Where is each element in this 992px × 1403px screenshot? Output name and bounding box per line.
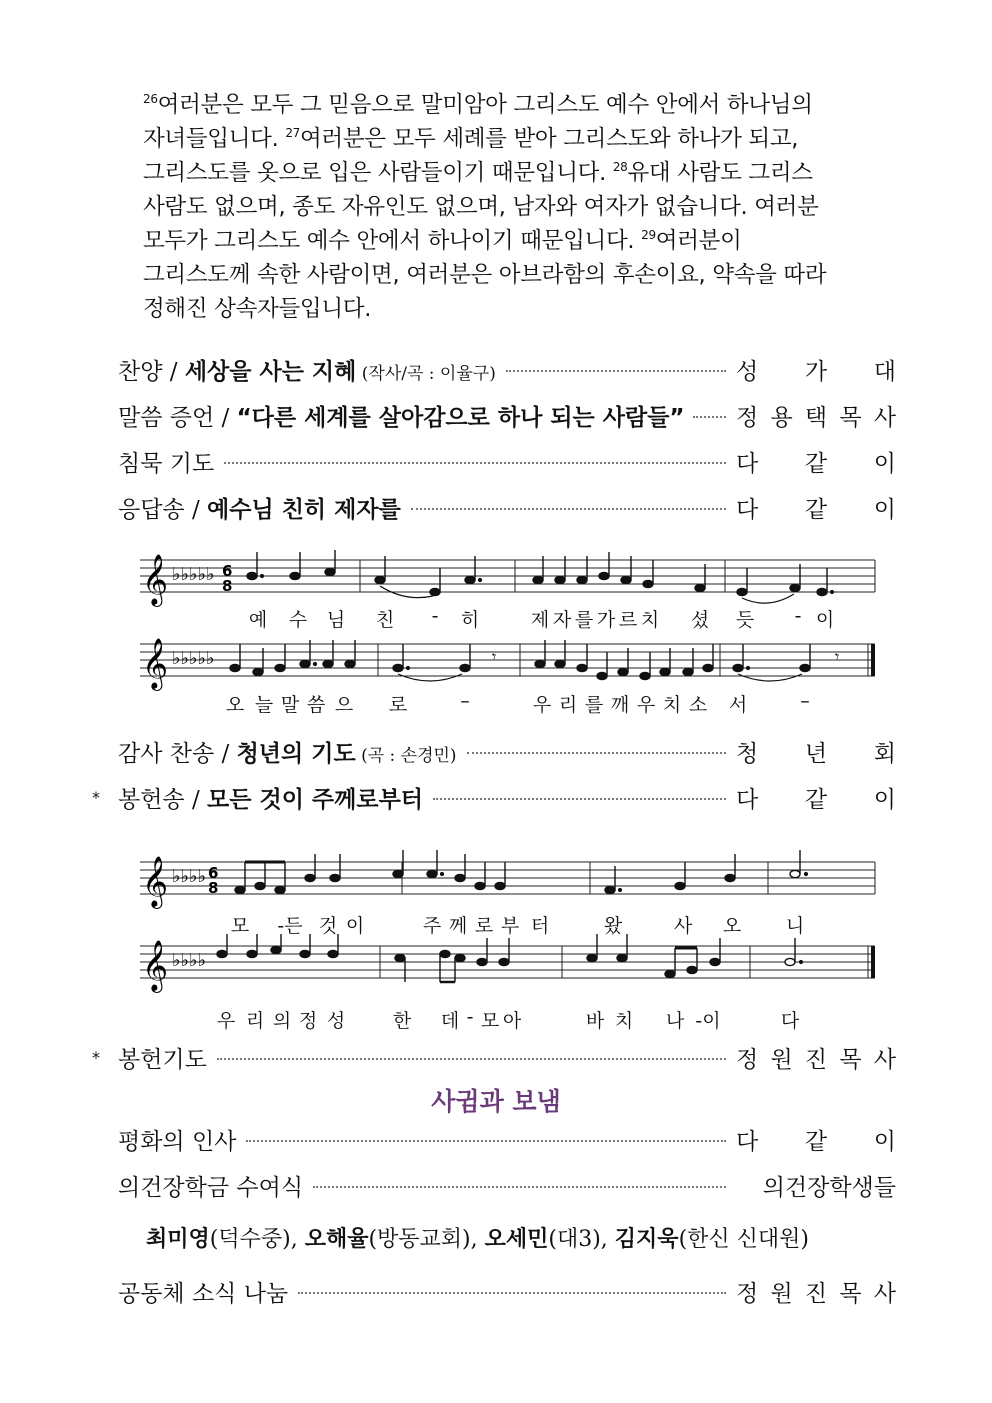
section-heading-sending: 사귐과 보냄 [431,1087,561,1116]
performer: 정 용 택 목 사 [736,404,896,431]
performer: 청 년 회 [736,740,896,767]
response-title: 예수님 친히 제자를 [207,496,401,523]
treble-clef-icon: 𝄞 [142,940,169,991]
svg-text:8: 8 [222,577,233,595]
music-notes [235,850,807,894]
eighth-rest-icon: 𝄾 [492,647,497,666]
key-signature-flats-icon: ♭♭♭♭♭ [172,648,215,669]
scholarship-recipients: 최미영(덕수중), 오해율(방동교회), 오세민(대3), 김지욱(한신 신대원) [146,1227,809,1252]
leader-dots [224,462,726,464]
standing-mark: * [92,788,100,807]
scripture-line: 그리스도께 속한 사람이면, 여러분은 아브라함의 후손이요, 약속을 따라 [143,262,827,288]
order-row-hymn: 찬양 / 세상을 사는 지혜 (작사/곡 : 이율구) 성 가 대 [118,352,896,386]
scripture-line: 모두가 그리스도 예수 안에서 하나이기 때문입니다. $^{29}$여러분이 [143,228,742,254]
music-staff-song1-line2 [140,632,880,692]
scripture-line: 사람도 없으며, 종도 자유인도 없으며, 남자와 여자가 없습니다. 여러분 [143,194,819,220]
order-row-community-news: 공동체 소식 나눔 정 원 진 목 사 [118,1274,896,1308]
leader-dots [246,1140,726,1142]
leader-dots [298,1292,726,1294]
eighth-rest-icon: 𝄾 [835,647,840,666]
treble-clef-icon: 𝄞 [142,856,169,907]
performer: 정 원 진 목 사 [736,1280,896,1307]
thanks-hymn-title: 청년의 기도 [236,740,356,767]
svg-text:6: 6 [222,562,233,580]
order-row-thanks-hymn: 감사 찬송 / 청년의 기도 (곡 : 손경민) 청 년 회 [118,734,896,768]
svg-text:8: 8 [208,879,219,897]
leader-dots [693,416,726,418]
performer: 다 같 이 [736,786,896,813]
leader-dots [467,752,726,754]
music-notes [217,934,802,982]
scripture-line: 그리스도를 옷으로 입은 사람들이기 때문입니다. $^{28}$유대 사람도 그리스 [143,160,813,186]
leader-dots [217,1058,726,1060]
leader-dots [506,370,726,372]
hymn-title: 세상을 사는 지혜 [184,358,357,385]
order-row-offering-prayer: 봉헌기도 정 원 진 목 사 [118,1040,896,1074]
order-row-response: 응답송 / 예수님 친히 제자를 다 같 이 [118,490,896,524]
leader-dots [411,508,726,510]
lyrics-song1-line2: 오 늘 말 씀 으 로 – 우 리 를 깨 우 치 소 서 – [225,690,810,716]
treble-clef-icon: 𝄞 [142,638,169,689]
scripture-line: 정해진 상속자들입니다. [143,296,372,322]
standing-mark: * [92,1048,100,1067]
key-signature-flats-icon: ♭♭♭♭♭ [172,564,215,585]
leader-dots [433,798,726,800]
leader-dots [313,1186,726,1188]
performer: 정 원 진 목 사 [736,1046,896,1073]
treble-clef-icon: 𝄞 [142,554,169,605]
svg-text:6: 6 [208,864,219,882]
scripture-line: $^{26}$여러분은 모두 그 믿음으로 말미암아 그리스도 예수 안에서 하나님의 [143,92,813,118]
performer: 다 같 이 [736,496,896,523]
music-staff-song2-line2 [140,934,880,994]
performer: 의건장학생들 [762,1174,896,1201]
order-row-scholarship: 의건장학금 수여식 의건장학생들 [118,1168,896,1202]
lyrics-song2-line1: 모 -든 것 이 주 께 로 부 터 왔 사 오 니 [230,915,805,937]
music-staff-song1-line1 [140,548,880,608]
performer: 성 가 대 [736,358,896,385]
offering-song-title: 모든 것이 주께로부터 [207,786,424,813]
key-signature-flats-icon: ♭♭♭♭ [172,950,206,971]
order-row-silent-prayer: 침묵 기도 다 같 이 [118,444,896,478]
performer: 다 같 이 [736,1128,896,1155]
lyrics-song1-line1: 예 수 님 친 - 히 제 자 를 가 르 치 셨 듯 - 이 [248,605,835,631]
order-row-offering-song: 봉헌송 / 모든 것이 주께로부터 다 같 이 [118,780,896,814]
music-staff-song2-line1 [140,850,880,910]
sermon-title: “다른 세계를 살아감으로 하나 되는 사람들” [236,404,685,431]
order-row-sermon: 말씀 증언 / “다른 세계를 살아감으로 하나 되는 사람들” 정 용 택 목 사 [118,398,896,432]
performer: 다 같 이 [736,450,896,477]
order-row-peace-greeting: 평화의 인사 다 같 이 [118,1122,896,1156]
music-notes [247,550,833,596]
lyrics-song2-line2: 우 리 의 정 성 한 데 - 모 아 바 치 나 -이 다 [216,1006,800,1032]
key-signature-flats-icon: ♭♭♭♭ [172,866,206,887]
scripture-passage [143,88,883,326]
scripture-line: 자녀들입니다. $^{27}$여러분은 모두 세례를 받아 그리스도와 하나가 되고, [143,126,799,152]
